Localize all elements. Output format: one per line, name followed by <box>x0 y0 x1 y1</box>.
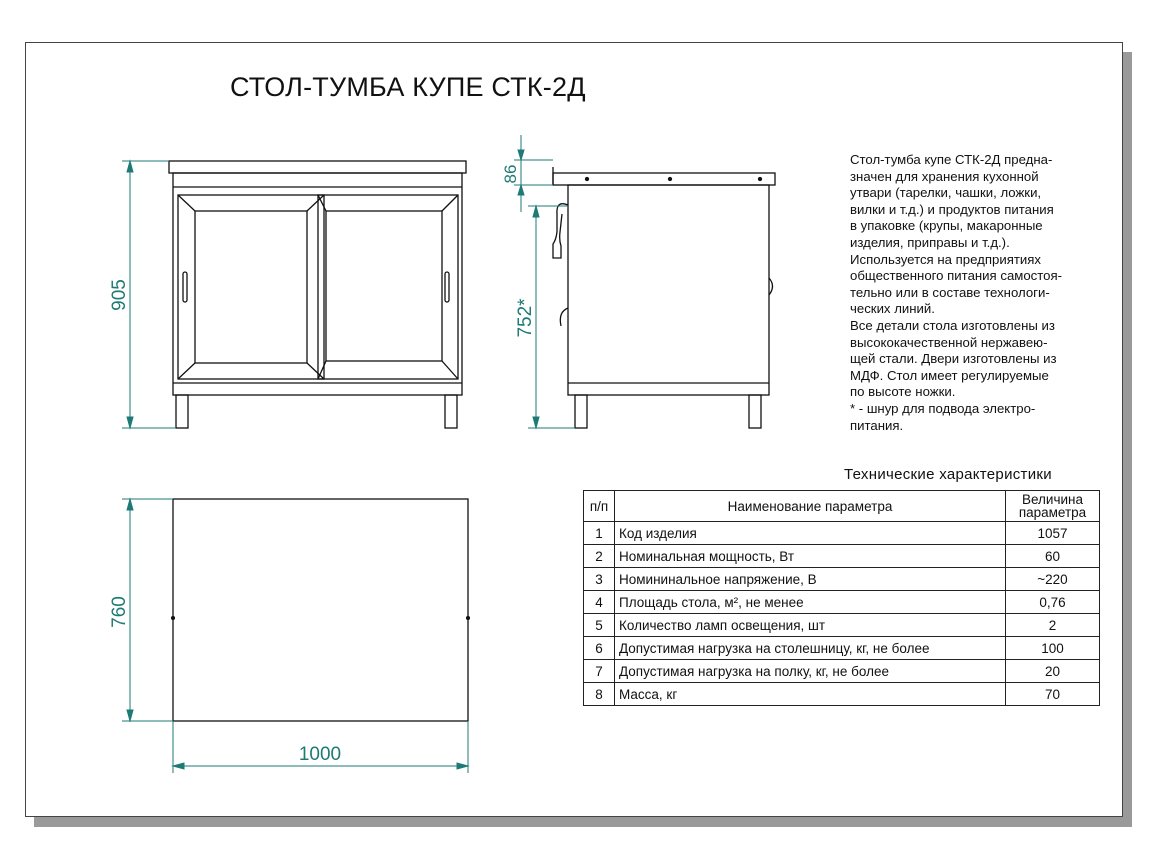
description-line: в упаковке (крупы, макаронные <box>850 218 1043 234</box>
table-row <box>584 683 1100 706</box>
description-line: Используется на предприятиях <box>850 251 1041 267</box>
description-line: МДФ. Стол имеет регулируемые <box>850 367 1049 383</box>
drawing-title: СТОЛ-ТУМБА КУПЕ СТК-2Д <box>230 72 586 102</box>
plan-view <box>172 499 470 721</box>
table-row <box>584 614 1100 637</box>
header-value <box>1006 491 1100 522</box>
row-value: 60 <box>1006 545 1100 568</box>
description-line: тельно или в составе технологи- <box>850 284 1050 300</box>
row-num: 5 <box>584 614 615 637</box>
table-row <box>584 660 1100 683</box>
description-block <box>850 152 1110 434</box>
description-line: вилки и т.д.) и продуктов питания <box>850 201 1054 217</box>
row-num: 3 <box>584 568 615 591</box>
row-name: Номинальная мощность, Вт <box>615 545 1006 568</box>
description-line: щей стали. Двери изготовлены из <box>850 351 1057 367</box>
description-line: Стол-тумба купе СТК-2Д предна- <box>850 152 1053 167</box>
row-num: 2 <box>584 545 615 568</box>
row-value: 1057 <box>1006 522 1100 545</box>
table-caption: Технические характеристики <box>844 466 1052 483</box>
dimension-905-label: 905 <box>109 279 130 311</box>
row-name: Масса, кг <box>615 683 1006 706</box>
table-body <box>584 522 1100 706</box>
description-line: значен для хранения кухонной <box>850 168 1039 184</box>
row-num: 7 <box>584 660 615 683</box>
row-num: 8 <box>584 683 615 706</box>
dimension-1000-label: 1000 <box>298 744 342 765</box>
description-line: * - шнур для подвода электро- <box>850 400 1036 416</box>
side-view <box>553 167 775 428</box>
description-line: общественного питания самостоя- <box>850 268 1063 284</box>
table-row <box>584 637 1100 660</box>
description-line: Все детали стола изготовлены из <box>850 317 1055 333</box>
header-name: Наименование параметра <box>615 491 1006 522</box>
description-line: высококачественной нержавею- <box>850 334 1048 350</box>
header-num: п/п <box>584 491 615 522</box>
row-value: 20 <box>1006 660 1100 683</box>
row-num: 6 <box>584 637 615 660</box>
description-line: ческих линий. <box>850 301 935 317</box>
table-row <box>584 545 1100 568</box>
side-leg-left <box>575 395 587 428</box>
dimension-760-label: 760 <box>109 596 130 628</box>
row-name: Допустимая нагрузка на столешницу, кг, не более <box>615 637 1006 660</box>
specifications-table <box>583 490 1100 706</box>
front-leg-right <box>445 395 457 428</box>
description-line: изделия, приправы и т.д.). <box>850 234 1010 250</box>
table-header-row <box>584 491 1100 522</box>
row-value: ~220 <box>1006 568 1100 591</box>
description-line: утвари (тарелки, чашки, ложки, <box>850 185 1042 201</box>
header-value-line2: параметра <box>1018 505 1087 520</box>
table-row <box>584 568 1100 591</box>
dimension-752-label: 752* <box>515 298 536 338</box>
row-value: 0,76 <box>1006 591 1100 614</box>
table-row <box>584 522 1100 545</box>
plan-tabletop <box>173 499 468 721</box>
side-leg-right <box>749 395 761 428</box>
row-name: Площадь стола, м², не менее <box>615 591 1006 614</box>
row-num: 4 <box>584 591 615 614</box>
header-value-line1: Величина <box>1021 492 1084 507</box>
front-view <box>169 161 466 428</box>
right-door <box>318 195 458 379</box>
left-door <box>178 195 324 379</box>
row-value: 2 <box>1006 614 1100 637</box>
row-name: Допустимая нагрузка на полку, кг, не более <box>615 660 1006 683</box>
front-tabletop <box>169 161 466 173</box>
power-cord <box>553 204 568 258</box>
dimension-905 <box>122 161 176 428</box>
side-body <box>568 185 769 395</box>
description-line: по высоте ножки. <box>850 384 956 400</box>
row-value: 70 <box>1006 683 1100 706</box>
row-name: Номининальное напряжение, В <box>615 568 1006 591</box>
row-num: 1 <box>584 522 615 545</box>
row-name: Количество ламп освещения, шт <box>615 614 1006 637</box>
dimension-86-label: 86 <box>501 164 520 184</box>
row-name: Код изделия <box>615 522 1006 545</box>
description-line: питания. <box>850 417 904 433</box>
table-row <box>584 591 1100 614</box>
front-leg-left <box>176 395 188 428</box>
row-value: 100 <box>1006 637 1100 660</box>
